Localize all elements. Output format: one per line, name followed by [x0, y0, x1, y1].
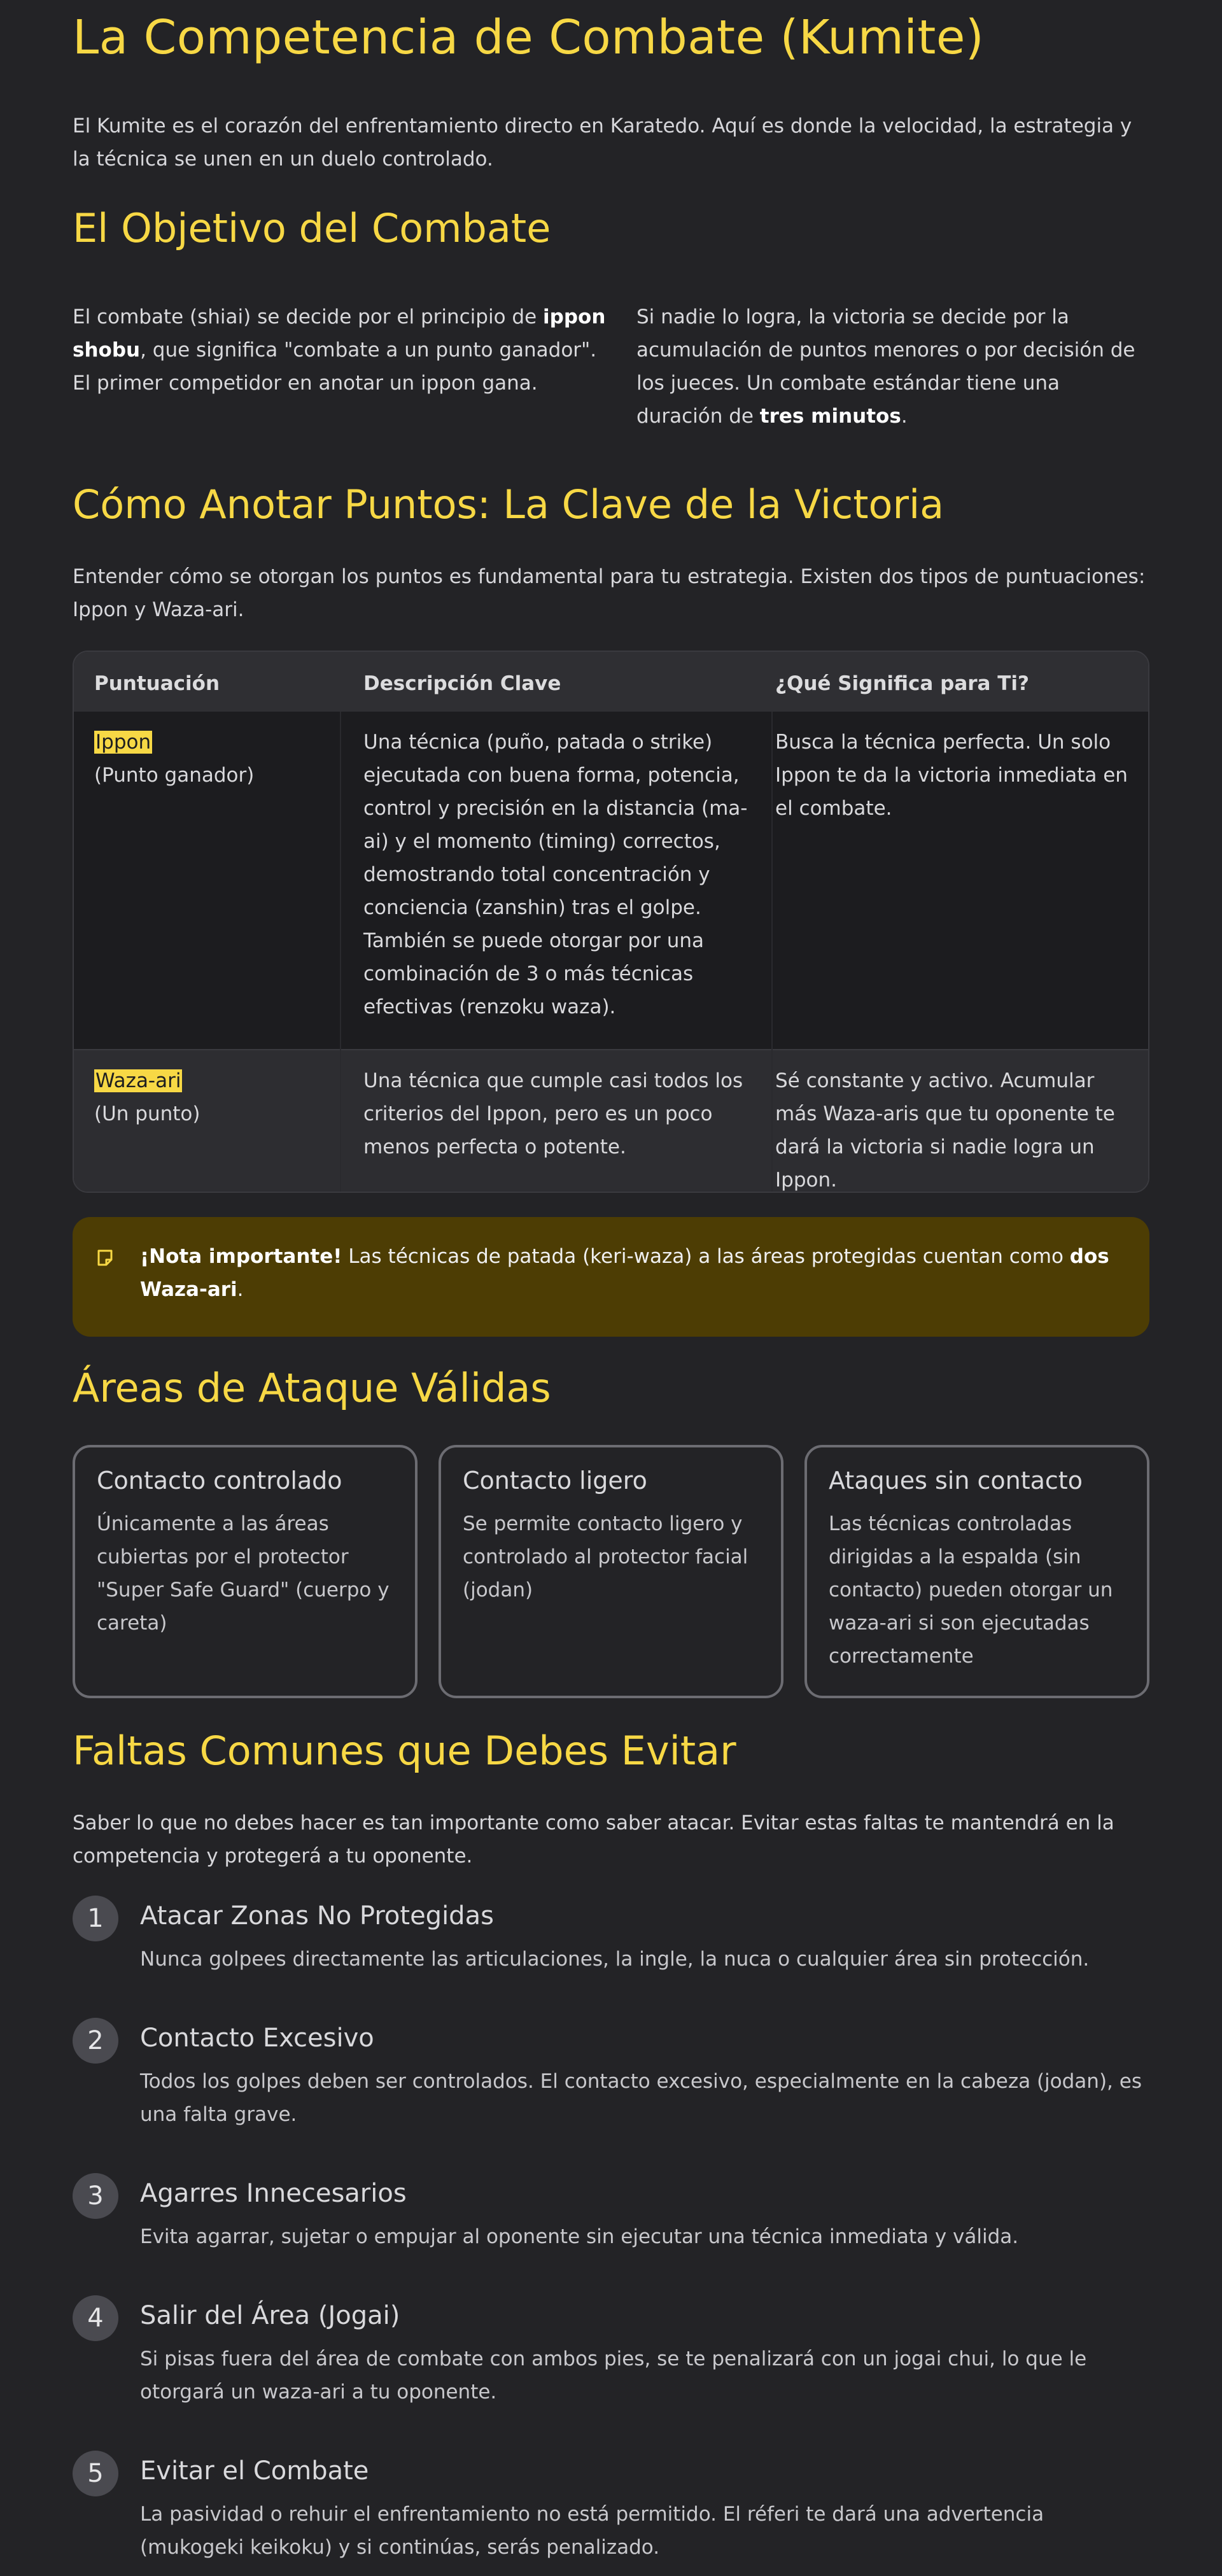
areas-heading: Áreas de Ataque Válidas	[73, 1365, 551, 1411]
attack-areas-cards	[73, 1445, 1149, 1700]
note-end: .	[237, 1278, 244, 1301]
table-header	[74, 652, 1148, 712]
objective-right-text	[636, 300, 1149, 433]
objective-right-c: .	[901, 405, 908, 428]
faults-heading: Faltas Comunes que Debes Evitar	[73, 1728, 736, 1774]
meaning-cell: Sé constante y activo. Acumular más Waza-aris que tu oponente te dará la victoria si nadie logra un Ippon.	[775, 1069, 1115, 1192]
score-subtitle: (Punto ganador)	[94, 764, 255, 787]
score-cell	[94, 1064, 336, 1130]
note-label: ¡Nota importante!	[140, 1245, 342, 1268]
note-icon	[97, 1249, 113, 1267]
fault-text: Evita agarrar, sujetar o empujar al oponente sin ejecutar una técnica inmediata y válida.	[140, 2225, 1019, 2248]
objective-left-text	[73, 300, 607, 400]
meaning-cell: Busca la técnica perfecta. Un solo Ippon te da la victoria inmediata en el combate.	[775, 731, 1128, 820]
fault-text: Nunca golpees directamente las articulaciones, la ingle, la nuca o cualquier área sin protección.	[140, 1948, 1090, 1971]
page-title: La Competencia de Combate (Kumite)	[73, 10, 985, 65]
fault-text: La pasividad o rehuir el enfrentamiento no está permitido. El réferi te dará una advertencia (mukogeki keikoku) y si continúas, serás penalizado.	[140, 2503, 1044, 2559]
faults-intro: Saber lo que no debes hacer es tan importante como saber atacar. Evitar estas faltas te mantendrá en la competencia y protegerá a tu oponente.	[73, 1812, 1114, 1868]
header-meaning: ¿Qué Significa para Ti?	[775, 672, 1029, 695]
fault-title: Agarres Innecesarios	[140, 2179, 407, 2208]
score-cell	[94, 726, 336, 792]
score-name-highlight: Waza-ari	[95, 1069, 181, 1092]
column-divider	[340, 712, 341, 1193]
card-title: Contacto controlado	[97, 1467, 342, 1495]
scoring-table	[73, 651, 1149, 1193]
card-title: Ataques sin contacto	[829, 1467, 1083, 1495]
fault-number: 5	[73, 2451, 118, 2496]
fault-title: Contacto Excesivo	[140, 2023, 374, 2053]
card-text: Únicamente a las áreas cubiertas por el protector "Super Safe Guard" (cuerpo y careta)	[97, 1512, 390, 1635]
area-card	[439, 1445, 783, 1698]
card-text: Las técnicas controladas dirigidas a la espalda (sin contacto) pueden otorgar un waza-ari si son ejecutadas correctamente	[829, 1512, 1113, 1668]
area-card	[73, 1445, 418, 1698]
fault-title: Salir del Área (Jogai)	[140, 2301, 400, 2330]
fault-title: Evitar el Combate	[140, 2456, 369, 2486]
card-text: Se permite contacto ligero y controlado al protector facial (jodan)	[463, 1512, 748, 1601]
header-score: Puntuación	[94, 672, 220, 695]
header-description: Descripción Clave	[363, 672, 561, 695]
objective-left-bold: ippon shobu	[73, 306, 606, 362]
scoring-intro: Entender cómo se otorgan los puntos es fundamental para tu estrategia. Existen dos tipos de puntuaciones: Ippon y Waza-ari.	[73, 565, 1146, 621]
scoring-heading: Cómo Anotar Puntos: La Clave de la Victoria	[73, 481, 945, 528]
note-body: Las técnicas de patada (keri-waza) a las áreas protegidas cuentan como	[342, 1245, 1070, 1268]
objective-left-c: , que significa "combate a un punto ganador". El primer competidor en anotar un ippon gana.	[73, 339, 597, 395]
score-name-highlight: Ippon	[95, 731, 151, 754]
fault-text: Todos los golpes deben ser controlados. El contacto excesivo, especialmente en la cabeza (jodan), es una falta grave.	[140, 2070, 1142, 2126]
note-text	[140, 1240, 1127, 1306]
fault-number: 4	[73, 2295, 118, 2341]
fault-text: Si pisas fuera del área de combate con ambos pies, se te penalizará con un jogai chui, lo que le otorgará un waza-ari a tu oponente.	[140, 2347, 1087, 2404]
table-row	[74, 1049, 1148, 1193]
objective-heading: El Objetivo del Combate	[73, 205, 551, 251]
score-subtitle: (Un punto)	[94, 1102, 200, 1125]
card-title: Contacto ligero	[463, 1467, 647, 1495]
table-row	[74, 712, 1148, 1049]
description-cell: Una técnica que cumple casi todos los criterios del Ippon, pero es un poco menos perfecta o potente.	[363, 1069, 743, 1158]
note-bold: dos Waza-ari	[140, 1245, 1109, 1301]
fault-number: 3	[73, 2173, 118, 2219]
objective-right-bold: tres minutos	[759, 405, 901, 428]
fault-title: Atacar Zonas No Protegidas	[140, 1901, 494, 1931]
important-note-callout	[73, 1217, 1149, 1337]
fault-number: 1	[73, 1896, 118, 1941]
fault-number: 2	[73, 2018, 118, 2064]
description-cell: Una técnica (puño, patada o strike) ejecutada con buena forma, potencia, control y precisión en la distancia (ma-ai) y el momento (timing) correctos, demostrando total concentración y conciencia (zanshin) tras el golpe. También se puede otorgar por una combinación de 3 o más técnicas efectivas (renzoku waza).	[363, 731, 748, 1018]
area-card	[804, 1445, 1149, 1698]
objective-right-a: Si nadie lo logra, la victoria se decide por la acumulación de puntos menores o por decisión de los jueces. Un combate estándar tiene una duración de	[636, 306, 1135, 428]
objective-left-a: El combate (shiai) se decide por el principio de	[73, 306, 544, 328]
column-divider	[771, 712, 773, 1193]
intro-paragraph: El Kumite es el corazón del enfrentamiento directo en Karatedo. Aquí es donde la velocidad, la estrategia y la técnica se unen en un duelo controlado.	[73, 115, 1132, 171]
